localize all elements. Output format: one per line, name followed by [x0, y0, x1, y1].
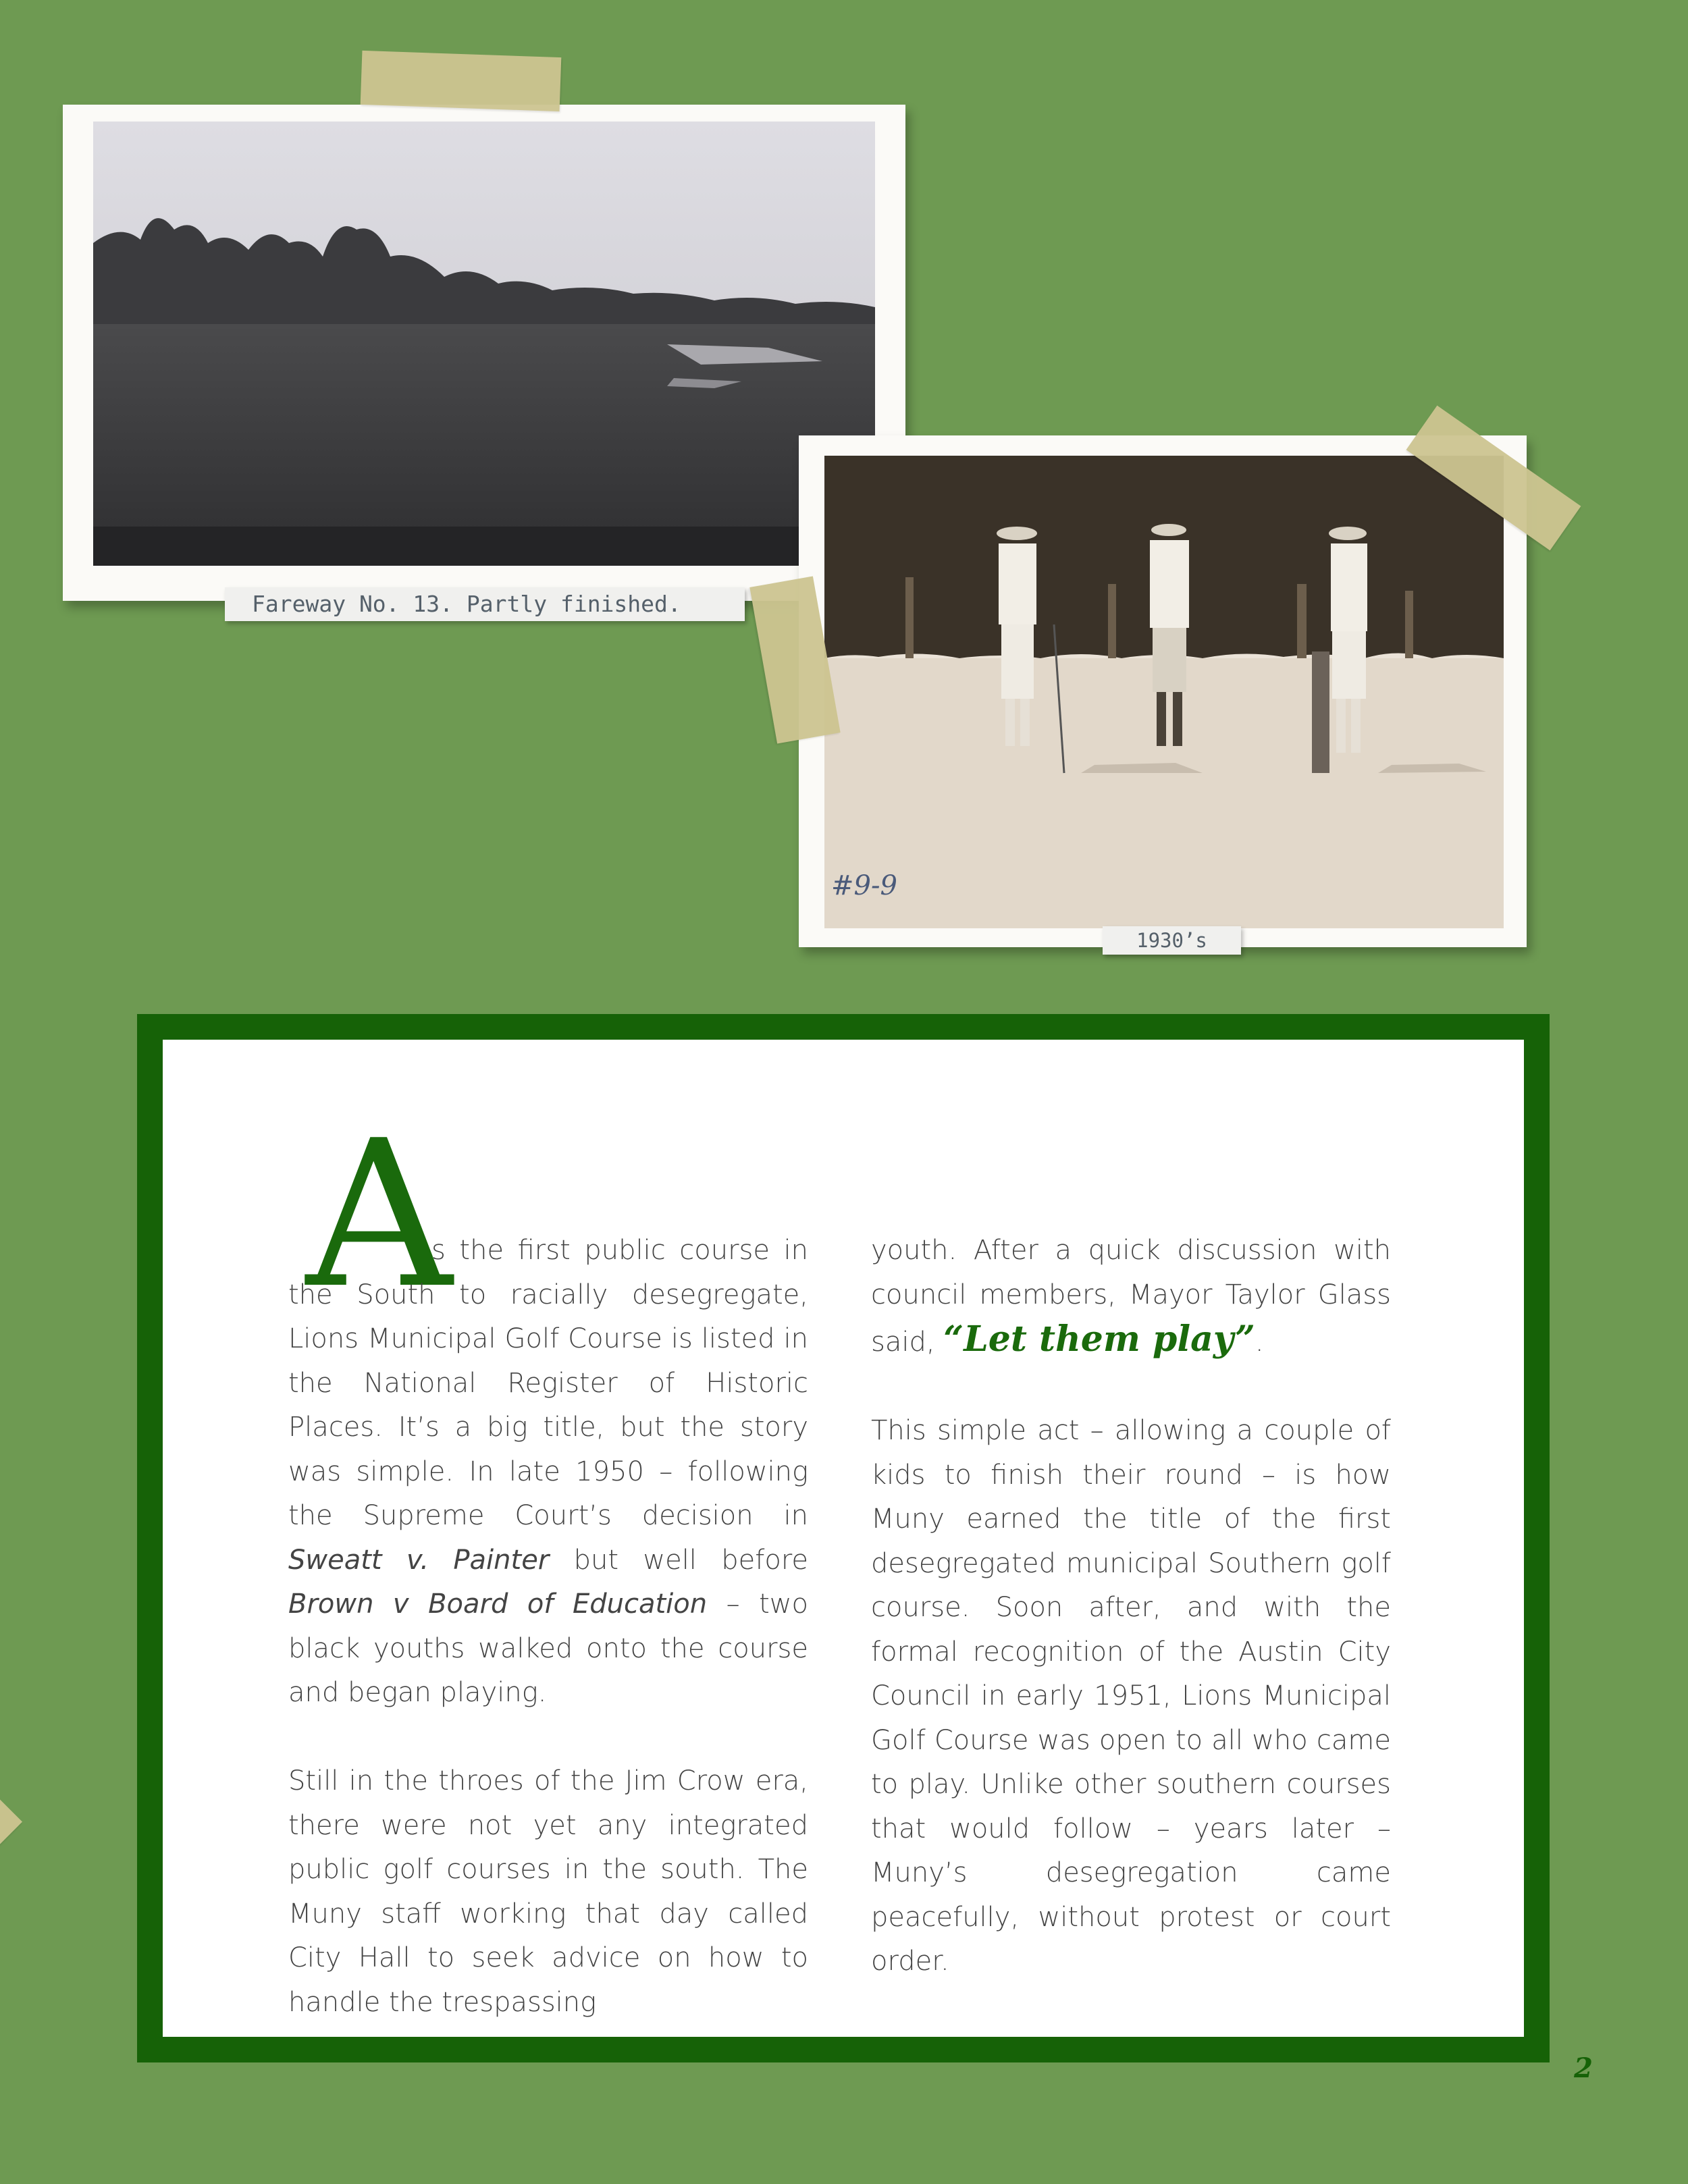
article-frame — [137, 1014, 1550, 2062]
fairway-image — [93, 122, 875, 566]
page-number: 2 — [1574, 2052, 1593, 2084]
golfers-image — [824, 456, 1504, 928]
photo-caption: Fareway No. 13. Partly finished. — [225, 587, 745, 621]
paragraph — [871, 1229, 1391, 1365]
paragraph: Still in the throes of the Jim Crow era, there were not yet any integrated public golf courses in the south. The Muny staff working that day called City Hall to seek advice on how to handle the trespassing — [288, 1765, 808, 2018]
case-name: Brown v Board of Education — [288, 1589, 708, 1620]
article-column-left — [288, 1229, 808, 2025]
photo-caption-date: 1930’s — [1103, 926, 1241, 955]
paragraph: This simple act – allowing a couple of kids to finish their round – is how Muny earned the title of the first desegregated municipal Southern golf course. Soon after, and with the formal recognition of the Austin City Council in early 1951, Lions Municipal Golf Course was open to all who came to play. Unlike other southern courses that would follow – years later – Muny’s desegregation came peacefully, without protest or court order. — [871, 1415, 1391, 1977]
tape-strip — [0, 1784, 22, 1855]
text-run: . — [1255, 1327, 1264, 1358]
golfers-photo — [799, 435, 1527, 947]
text-run: youth. After a quick discussion with council members, Mayor Taylor Glass said, — [871, 1235, 1391, 1358]
text-run: – two black youths walked onto the course and began playing. — [288, 1589, 808, 1708]
drop-cap: A — [306, 1097, 452, 1333]
tape-strip — [361, 51, 562, 111]
fairway-photo — [63, 105, 905, 601]
case-name: Sweatt v. Painter — [288, 1544, 550, 1576]
article-panel — [163, 1040, 1524, 2037]
pull-quote: “Let them play” — [943, 1319, 1255, 1360]
text-run: but well before — [549, 1544, 808, 1576]
handwritten-note: #9-9 — [831, 870, 897, 901]
text-run: s the first public course in the South to racially desegregate, Lions Municipal Golf Course is listed in the National Register of Historic Places. It’s a big title, but the story was simple. In late 1950 – following the Supreme Court’s decision in — [288, 1235, 808, 1531]
article-column-right — [871, 1229, 1391, 1984]
paragraph — [288, 1229, 808, 1715]
